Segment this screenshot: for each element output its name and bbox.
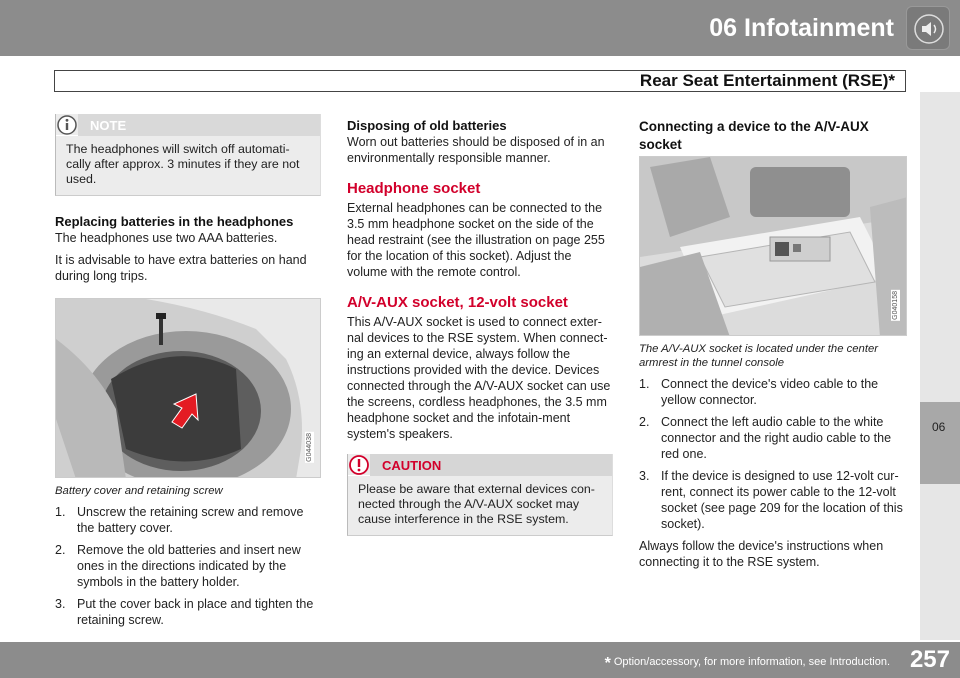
paragraph-extra-batteries: It is advisable to have extra batteries on hand during long trips. bbox=[55, 253, 307, 283]
side-rail bbox=[920, 92, 960, 640]
speaker-icon bbox=[906, 6, 950, 50]
figure-caption: The A/V-AUX socket is located under the center armrest in the tunnel console bbox=[639, 343, 879, 369]
battery-steps bbox=[55, 504, 321, 628]
section-title-bar bbox=[54, 70, 906, 92]
paragraph-aaa: The headphones use two AAA batteries. bbox=[55, 231, 278, 245]
chapter-header-bar bbox=[0, 0, 960, 56]
list-item: 3. Put the cover back in place and tighten the retaining screw. bbox=[55, 597, 314, 627]
heading-replacing-batteries: Replacing batteries in the headphones bbox=[55, 214, 294, 229]
caution-header bbox=[348, 454, 612, 476]
figure-caption: Battery cover and retaining screw bbox=[55, 485, 223, 497]
caution-label: CAUTION bbox=[382, 458, 442, 473]
info-icon bbox=[56, 114, 78, 136]
column-3 bbox=[639, 114, 907, 570]
paragraph-follow-instructions: Always follow the device's instructions when connecting it to the RSE system. bbox=[639, 539, 884, 569]
paragraph-av-aux: This A/V-AUX socket is used to connect exter-nal devices to the RSE system. When connect-ing an external device, always follow the instructions provided with the device. Devices connected through the A/V-AUX socket can use the screens, cordless headphones, the 3.5 mm headphone socket and the infotain-ment system's speakers. bbox=[347, 315, 611, 441]
caution-text: Please be aware that external devices con-nected through the A/V-AUX socket may cause interference in the RSE system. bbox=[358, 482, 595, 526]
paragraph-headphone-socket: External headphones can be connected to the 3.5 mm headphone socket on the side of the head restraint (see the illustration on page 255 for the location of this socket). Adjust the volume with the remote control. bbox=[347, 201, 605, 279]
heading-disposing-batteries: Disposing of old batteries bbox=[347, 118, 507, 133]
note-header bbox=[56, 114, 320, 136]
heading-headphone-socket: Headphone socket bbox=[347, 180, 481, 197]
battery-cover-figure bbox=[55, 298, 321, 478]
heading-connecting-device: Connecting a device to the A/V-AUX socket bbox=[639, 119, 869, 152]
figure-code: G040158 bbox=[892, 291, 899, 320]
connect-steps bbox=[639, 376, 907, 532]
note-label: NOTE bbox=[90, 118, 127, 133]
page-number: 257 bbox=[909, 646, 950, 673]
list-item: 3. If the device is designed to use 12-volt cur-rent, connect its power cable to the 12-volt socket (see page 209 for the location of this socket). bbox=[639, 469, 903, 531]
caution-box bbox=[347, 454, 613, 536]
av-aux-figure bbox=[639, 156, 907, 336]
warning-icon bbox=[348, 454, 370, 476]
column-1 bbox=[55, 114, 321, 628]
page-footer bbox=[0, 642, 960, 678]
footnote-text: Option/accessory, for more information, see Introduction. bbox=[610, 656, 890, 668]
chapter-title: 06 Infotainment bbox=[709, 14, 894, 42]
section-title: Rear Seat Entertainment (RSE)* bbox=[639, 71, 895, 90]
chapter-tab-label: 06 bbox=[932, 420, 946, 434]
column-2 bbox=[347, 114, 613, 536]
footnote bbox=[605, 655, 890, 673]
figure-code: G044038 bbox=[306, 433, 313, 462]
paragraph-disposing: Worn out batteries should be disposed of in an environmentally responsible manner. bbox=[347, 135, 605, 165]
list-item: 1. Unscrew the retaining screw and remove the battery cover. bbox=[55, 505, 304, 535]
footnote-star: * bbox=[604, 655, 611, 672]
note-box bbox=[55, 114, 321, 196]
list-item: 2. Connect the left audio cable to the white connector and the right audio cable to the red one. bbox=[639, 415, 892, 461]
note-text: The headphones will switch off automati-cally after approx. 3 minutes if they are not used. bbox=[66, 142, 300, 186]
center-console-illustration bbox=[640, 157, 907, 336]
heading-av-aux-socket: A/V-AUX socket, 12-volt socket bbox=[347, 294, 568, 311]
battery-cover-illustration bbox=[56, 299, 321, 478]
list-item: 2. Remove the old batteries and insert new ones in the directions indicated by the symbols in the battery holder. bbox=[55, 543, 301, 589]
chapter-tab[interactable] bbox=[920, 402, 960, 484]
list-item: 1. Connect the device's video cable to the yellow connector. bbox=[639, 377, 879, 407]
